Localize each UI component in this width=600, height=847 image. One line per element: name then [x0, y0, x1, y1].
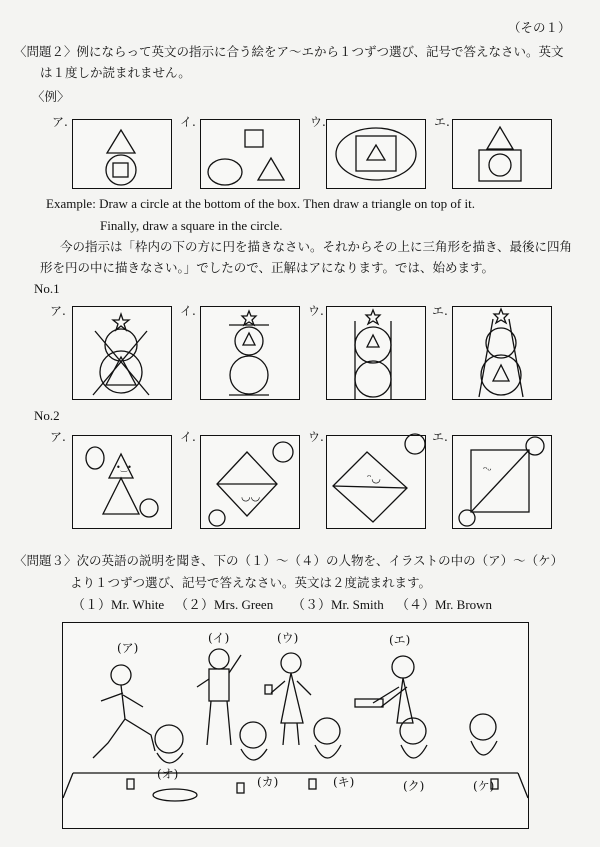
star-circles-slanted-lines-drawing — [453, 307, 551, 399]
no2-choice-i-label: イ. — [180, 430, 196, 444]
star-circles-vertical-lines-drawing — [327, 307, 425, 399]
figure-label-e: (エ) — [389, 633, 411, 647]
no2-picture-i[interactable] — [200, 435, 300, 529]
example-choice-i-label: イ. — [180, 115, 196, 129]
figure-label-i: (イ) — [208, 631, 230, 645]
example-text-line2: Finally, draw a square in the circle. — [100, 218, 283, 233]
figure-label-o: (オ) — [157, 767, 179, 781]
no1-picture-u[interactable] — [326, 306, 426, 400]
no1-choice-i-label: イ. — [180, 304, 196, 318]
person-1: （１）Mr. White — [72, 597, 165, 612]
no1-choice-a-label: ア. — [50, 304, 66, 318]
no2-label: No.2 — [34, 408, 60, 423]
triangle-square-circle-drawing — [453, 120, 551, 188]
ellipse-square-triangle-drawing — [327, 120, 425, 188]
diamond-face-circles-drawing — [201, 436, 299, 528]
party-illustration — [62, 622, 529, 829]
figure-label-ki: (キ) — [333, 775, 355, 789]
example-picture-a[interactable] — [72, 119, 172, 189]
svg-text:•‿•: •‿• — [116, 463, 132, 472]
no2-picture-a[interactable] — [72, 435, 172, 529]
figure-label-u: (ウ) — [277, 631, 299, 645]
example-choice-e-label: エ. — [434, 115, 450, 129]
explanation-line1: 今の指示は「枠内の下の方に円を描きなさい。それからその上に三角形を描き、最後に四角 — [60, 239, 573, 254]
example-picture-e[interactable] — [452, 119, 552, 189]
no2-choice-e-label: エ. — [432, 430, 448, 444]
example-choice-a-label: ア. — [52, 115, 68, 129]
star-circles-cross-drawing — [73, 307, 171, 399]
q3-instruction-line2: より１つずつ選び、記号で答えなさい。英文は２度読まれます。 — [70, 575, 432, 590]
q2-instruction-line1: 〈問題２〉例にならって英文の指示に合う絵をア～エから１つずつ選び、記号で答えなさい。英文 — [14, 44, 564, 59]
q2-instruction-line2: は１度しか読まれません。 — [40, 65, 191, 80]
figure-label-a: (ア) — [117, 641, 139, 655]
q3-instruction-line1: 〈問題３〉次の英語の説明を聞き、下の（１）～（４）の人物を、イラストの中の（ア）～（ケ） — [14, 553, 564, 568]
example-picture-i[interactable] — [200, 119, 300, 189]
no1-choice-e-label: エ. — [432, 304, 448, 318]
no1-label: No.1 — [34, 281, 60, 296]
star-triangle-circles-lines-drawing — [201, 307, 299, 399]
example-text-line1: Example: Draw a circle at the bottom of the box. Then draw a triangle on top of it. — [46, 196, 475, 211]
explanation-line2: 形を円の中に描きなさい。」でしたので、正解はアになります。では、始めます。 — [40, 260, 495, 275]
svg-text:ᵔᵕ: ᵔᵕ — [483, 464, 492, 477]
no1-picture-a[interactable] — [72, 306, 172, 400]
no2-picture-u[interactable] — [326, 435, 426, 529]
person-3: （３）Mr. Smith — [292, 597, 384, 612]
example-label: 〈例〉 — [32, 89, 70, 104]
no1-picture-e[interactable] — [452, 306, 552, 400]
no1-choice-u-label: ウ. — [308, 304, 324, 318]
svg-text:◡◡: ◡◡ — [241, 490, 261, 503]
figure-label-ka: (カ) — [257, 775, 279, 789]
square-ellipse-triangle-drawing — [201, 120, 299, 188]
page-label: （その１） — [508, 20, 571, 35]
svg-text:ᵔ◡: ᵔ◡ — [367, 472, 381, 485]
rectangle-diagonal-face-circles-drawing — [453, 436, 551, 528]
triangle-circle-square-drawing — [73, 120, 171, 188]
no2-choice-u-label: ウ. — [308, 430, 324, 444]
figure-label-ke: (ケ) — [473, 779, 495, 793]
stacked-triangles-circles-drawing — [73, 436, 171, 528]
figure-label-ku: (ク) — [403, 779, 425, 793]
person-4: （４）Mr. Brown — [396, 597, 493, 612]
no2-picture-e[interactable] — [452, 435, 552, 529]
no1-picture-i[interactable] — [200, 306, 300, 400]
rotated-square-face-circle-drawing — [327, 436, 425, 528]
person-2: （２）Mrs. Green — [175, 597, 274, 612]
no2-choice-a-label: ア. — [50, 430, 66, 444]
example-picture-u[interactable] — [326, 119, 426, 189]
example-choice-u-label: ウ. — [310, 115, 326, 129]
